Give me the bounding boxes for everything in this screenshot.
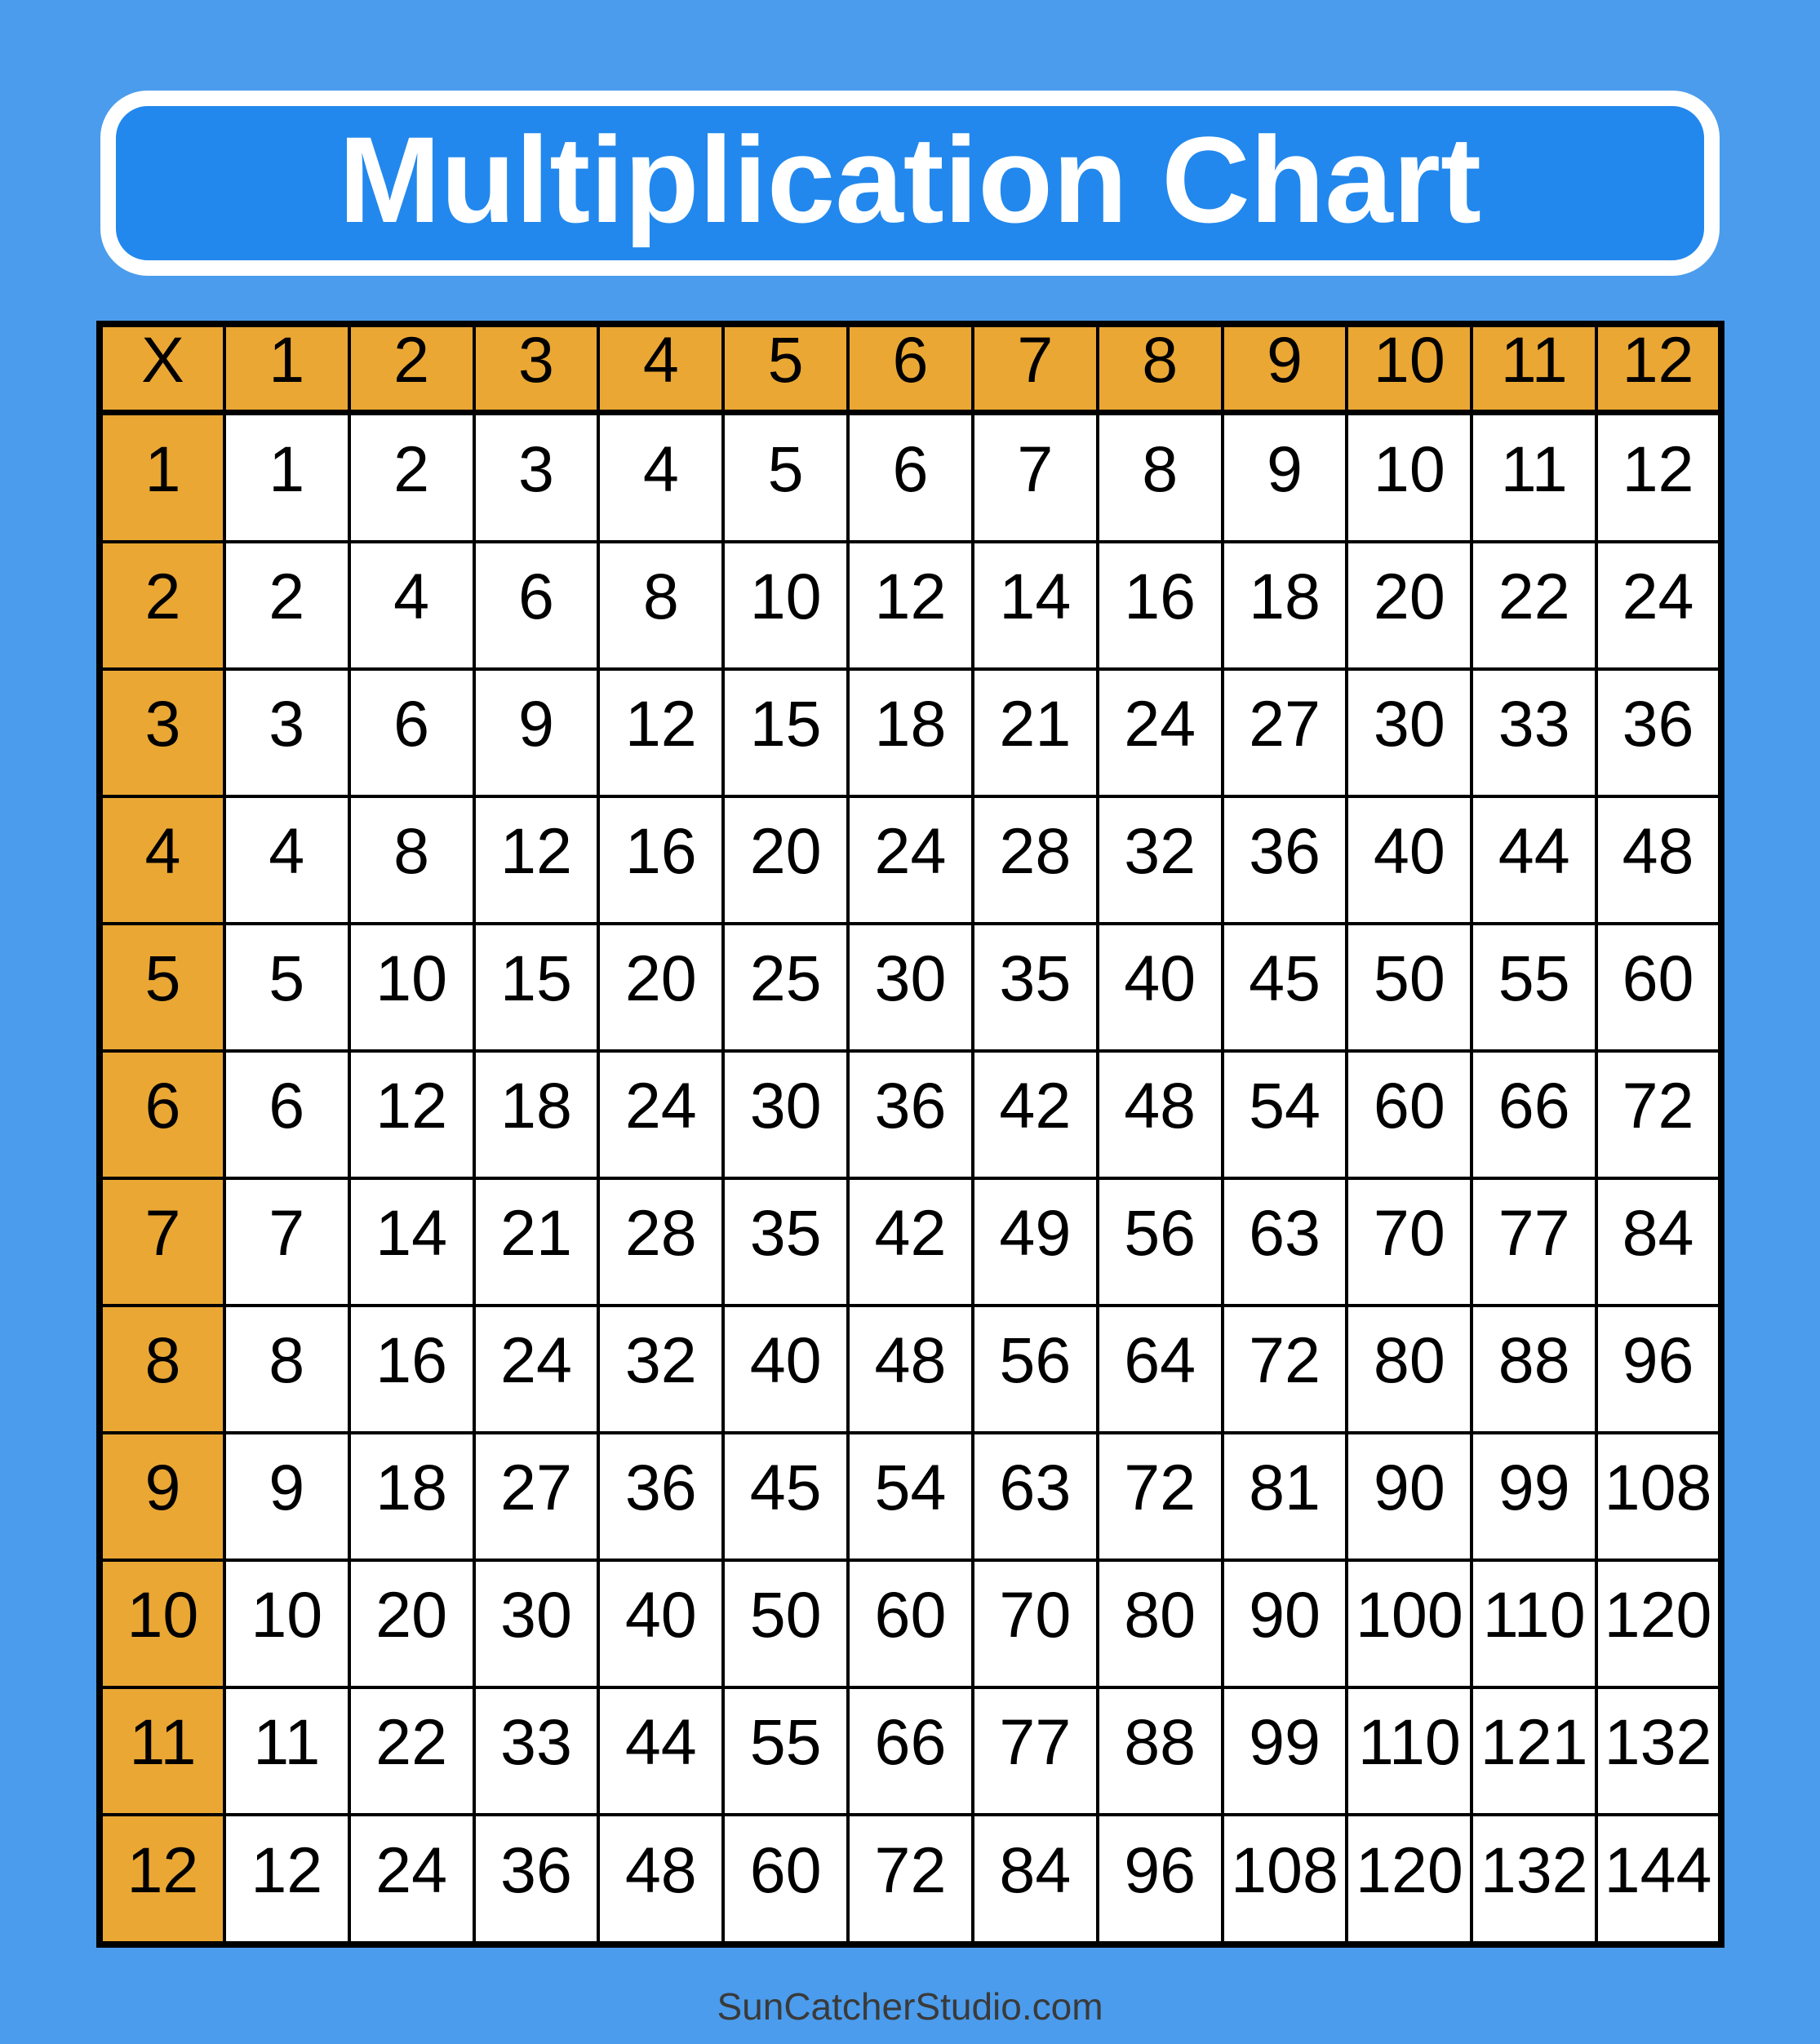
row-header: 11 [100,1687,224,1815]
product-cell: 48 [1596,796,1721,924]
product-cell: 18 [848,669,973,796]
product-cell: 30 [848,924,973,1051]
product-cell: 40 [598,1560,723,1687]
product-cell: 20 [349,1560,474,1687]
product-cell: 24 [598,1051,723,1178]
product-cell: 9 [1223,413,1347,542]
column-header: 11 [1472,324,1596,413]
product-cell: 36 [848,1051,973,1178]
product-cell: 60 [848,1560,973,1687]
row-header: 10 [100,1560,224,1687]
product-cell: 20 [1347,542,1472,669]
product-cell: 56 [973,1306,1098,1433]
table-row [100,1178,1721,1306]
product-cell: 12 [349,1051,474,1178]
product-cell: 32 [598,1306,723,1433]
column-header: 12 [1596,324,1721,413]
product-cell: 32 [1098,796,1223,924]
product-cell: 90 [1347,1433,1472,1560]
product-cell: 60 [723,1815,848,1944]
title-banner [100,91,1720,276]
table-row [100,413,1721,542]
product-cell: 42 [848,1178,973,1306]
table-row [100,669,1721,796]
product-cell: 8 [224,1306,349,1433]
table-row [100,796,1721,924]
product-cell: 4 [224,796,349,924]
page-title: Multiplication Chart [339,110,1481,248]
product-cell: 132 [1472,1815,1596,1944]
product-cell: 48 [848,1306,973,1433]
product-cell: 88 [1472,1306,1596,1433]
product-cell: 12 [1596,413,1721,542]
product-cell: 108 [1223,1815,1347,1944]
product-cell: 120 [1596,1560,1721,1687]
product-cell: 77 [973,1687,1098,1815]
product-cell: 6 [349,669,474,796]
product-cell: 88 [1098,1687,1223,1815]
product-cell: 63 [973,1433,1098,1560]
table-row [100,924,1721,1051]
product-cell: 50 [723,1560,848,1687]
product-cell: 24 [349,1815,474,1944]
row-header: 7 [100,1178,224,1306]
product-cell: 84 [1596,1178,1721,1306]
product-cell: 36 [598,1433,723,1560]
product-cell: 110 [1347,1687,1472,1815]
product-cell: 44 [1472,796,1596,924]
product-cell: 6 [474,542,599,669]
product-cell: 6 [848,413,973,542]
product-cell: 44 [598,1687,723,1815]
product-cell: 80 [1098,1560,1223,1687]
product-cell: 35 [973,924,1098,1051]
product-cell: 96 [1098,1815,1223,1944]
product-cell: 22 [349,1687,474,1815]
product-cell: 8 [1098,413,1223,542]
product-cell: 14 [973,542,1098,669]
product-cell: 72 [1223,1306,1347,1433]
product-cell: 10 [224,1560,349,1687]
product-cell: 3 [474,413,599,542]
product-cell: 27 [474,1433,599,1560]
column-header: 8 [1098,324,1223,413]
product-cell: 49 [973,1178,1098,1306]
column-header: 6 [848,324,973,413]
product-cell: 84 [973,1815,1098,1944]
product-cell: 66 [848,1687,973,1815]
product-cell: 15 [723,669,848,796]
product-cell: 4 [349,542,474,669]
product-cell: 42 [973,1051,1098,1178]
table-row [100,1815,1721,1944]
product-cell: 48 [598,1815,723,1944]
product-cell: 30 [723,1051,848,1178]
product-cell: 5 [723,413,848,542]
product-cell: 121 [1472,1687,1596,1815]
product-cell: 35 [723,1178,848,1306]
product-cell: 56 [1098,1178,1223,1306]
product-cell: 12 [848,542,973,669]
product-cell: 12 [224,1815,349,1944]
column-header: 4 [598,324,723,413]
product-cell: 33 [474,1687,599,1815]
product-cell: 24 [1098,669,1223,796]
product-cell: 60 [1347,1051,1472,1178]
product-cell: 10 [723,542,848,669]
product-cell: 100 [1347,1560,1472,1687]
column-header: 10 [1347,324,1472,413]
column-header: 2 [349,324,474,413]
product-cell: 27 [1223,669,1347,796]
product-cell: 1 [224,413,349,542]
product-cell: 54 [1223,1051,1347,1178]
product-cell: 21 [474,1178,599,1306]
product-cell: 36 [474,1815,599,1944]
product-cell: 12 [598,669,723,796]
product-cell: 7 [973,413,1098,542]
product-cell: 132 [1596,1687,1721,1815]
product-cell: 5 [224,924,349,1051]
product-cell: 72 [1098,1433,1223,1560]
row-header: 6 [100,1051,224,1178]
row-header: 2 [100,542,224,669]
product-cell: 20 [723,796,848,924]
footer-credit: SunCatcherStudio.com [717,1985,1103,2028]
product-cell: 45 [1223,924,1347,1051]
table-row [100,1560,1721,1687]
row-header: 5 [100,924,224,1051]
product-cell: 11 [1472,413,1596,542]
table-row [100,1687,1721,1815]
product-cell: 9 [474,669,599,796]
column-header: 9 [1223,324,1347,413]
product-cell: 120 [1347,1815,1472,1944]
product-cell: 45 [723,1433,848,1560]
product-cell: 50 [1347,924,1472,1051]
product-cell: 14 [349,1178,474,1306]
product-cell: 72 [848,1815,973,1944]
table-row [100,1433,1721,1560]
product-cell: 18 [474,1051,599,1178]
product-cell: 60 [1596,924,1721,1051]
product-cell: 77 [1472,1178,1596,1306]
column-header: 1 [224,324,349,413]
product-cell: 54 [848,1433,973,1560]
product-cell: 10 [349,924,474,1051]
product-cell: 12 [474,796,599,924]
table-row [100,542,1721,669]
product-cell: 4 [598,413,723,542]
row-header: 12 [100,1815,224,1944]
product-cell: 15 [474,924,599,1051]
product-cell: 33 [1472,669,1596,796]
product-cell: 70 [1347,1178,1472,1306]
product-cell: 24 [474,1306,599,1433]
product-cell: 18 [1223,542,1347,669]
product-cell: 81 [1223,1433,1347,1560]
product-cell: 48 [1098,1051,1223,1178]
product-cell: 108 [1596,1433,1721,1560]
product-cell: 20 [598,924,723,1051]
product-cell: 72 [1596,1051,1721,1178]
header-row [100,324,1721,413]
column-header: 7 [973,324,1098,413]
row-header: 8 [100,1306,224,1433]
table-row [100,1051,1721,1178]
product-cell: 40 [1347,796,1472,924]
product-cell: 30 [474,1560,599,1687]
product-cell: 55 [1472,924,1596,1051]
product-cell: 96 [1596,1306,1721,1433]
product-cell: 99 [1223,1687,1347,1815]
product-cell: 2 [349,413,474,542]
product-cell: 3 [224,669,349,796]
product-cell: 40 [1098,924,1223,1051]
product-cell: 36 [1223,796,1347,924]
product-cell: 55 [723,1687,848,1815]
column-header: 5 [723,324,848,413]
product-cell: 18 [349,1433,474,1560]
product-cell: 80 [1347,1306,1472,1433]
product-cell: 8 [349,796,474,924]
table-row [100,1306,1721,1433]
row-header: 4 [100,796,224,924]
product-cell: 30 [1347,669,1472,796]
product-cell: 24 [1596,542,1721,669]
product-cell: 64 [1098,1306,1223,1433]
product-cell: 2 [224,542,349,669]
product-cell: 66 [1472,1051,1596,1178]
product-cell: 40 [723,1306,848,1433]
product-cell: 6 [224,1051,349,1178]
product-cell: 63 [1223,1178,1347,1306]
product-cell: 22 [1472,542,1596,669]
product-cell: 16 [349,1306,474,1433]
product-cell: 10 [1347,413,1472,542]
column-header: 3 [474,324,599,413]
product-cell: 24 [848,796,973,924]
product-cell: 16 [1098,542,1223,669]
product-cell: 9 [224,1433,349,1560]
product-cell: 90 [1223,1560,1347,1687]
product-cell: 7 [224,1178,349,1306]
product-cell: 70 [973,1560,1098,1687]
row-header: 1 [100,413,224,542]
product-cell: 28 [973,796,1098,924]
multiplication-table [96,321,1725,1948]
product-cell: 144 [1596,1815,1721,1944]
product-cell: 21 [973,669,1098,796]
corner-cell: X [100,324,224,413]
row-header: 3 [100,669,224,796]
row-header: 9 [100,1433,224,1560]
product-cell: 11 [224,1687,349,1815]
product-cell: 99 [1472,1433,1596,1560]
product-cell: 16 [598,796,723,924]
product-cell: 36 [1596,669,1721,796]
product-cell: 110 [1472,1560,1596,1687]
product-cell: 8 [598,542,723,669]
product-cell: 28 [598,1178,723,1306]
product-cell: 25 [723,924,848,1051]
